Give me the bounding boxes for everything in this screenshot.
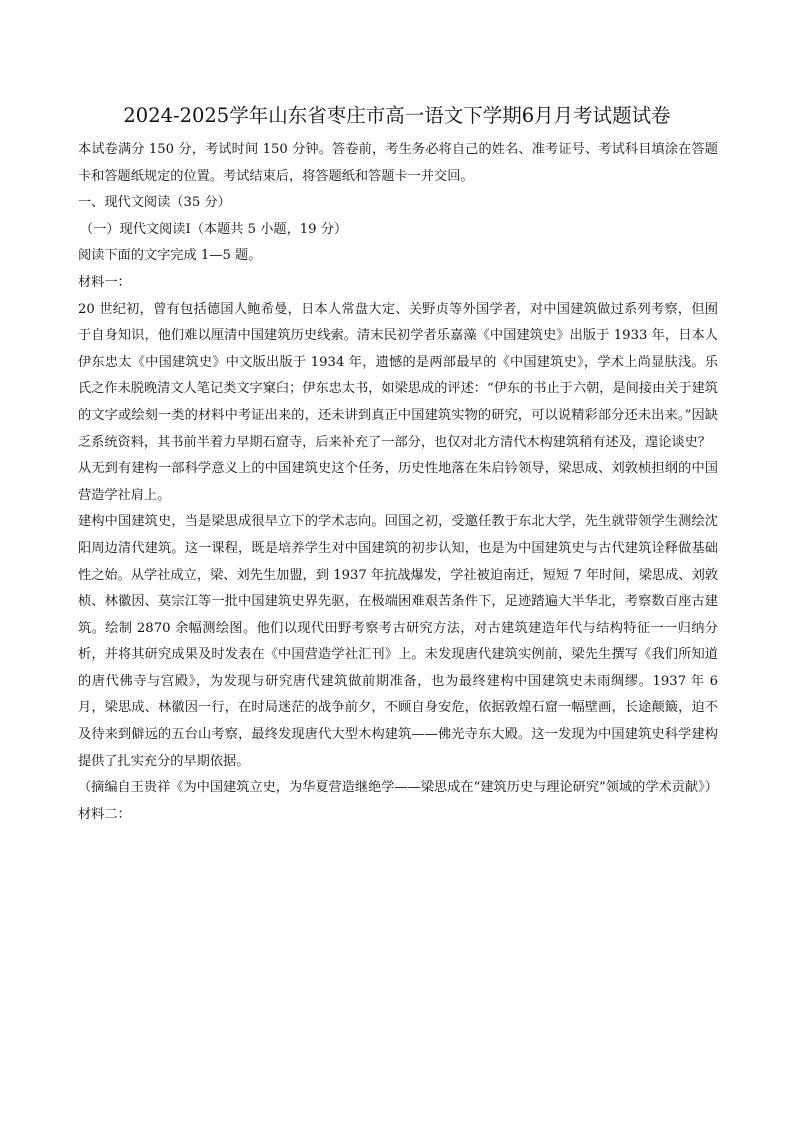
subsection-heading: （一）现代文阅读Ⅰ（本题共 5 小题，19 分） xyxy=(80,221,348,237)
paragraph: 建构中国建筑史，当是梁思成很早立下的学术志向。回国之初，受邀任教于东北大学，先生就带领学生测绘沈阳周边清代建筑。这一课程，既是培养学生对中国建筑的初步认知，也是为中国建筑史与古代建筑诠释做基础性之始。从学社成立，梁、刘先生加盟，到 1937 年抗战爆发，学社被迫南迁，短短 7 年时间，梁思成、刘敦桢、林徽因、莫宗江等一批中国建筑史界先驱，在极端困难艰苦条件下，足迹踏遍大半华北，考察数百座古建筑。绘制 2870 余幅测绘图。他们以现代田野考察考古研究方法，对古建筑建造年代与结构特征一一归纳分析，并将其研究成果及时发表在《中国营造学社汇刊》上。未发现唐代建筑实例前，梁先生撰写《我们所知道的唐代佛寺与宫殿》，为发现与研究唐代建筑做前期准备，也为最终建构中国建筑史未雨绸缪。1937 年 6 月，梁思成、林徽因一行，在时局迷茫的战争前夕，不顾自身安危，依据敦煌石窟一幅壁画，长途颠簸，迫不及待来到僻远的五台山考察，最终发现唐代大型木构建筑——佛光寺东大殿。这一发现为中国建筑史科学建构提供了扎实充分的早期依据。 xyxy=(78,514,718,769)
page-title: 2024-2025学年山东省枣庄市高一语文下学期6月月考试题试卷 xyxy=(123,104,671,127)
exam-instructions: 本试卷满分 150 分，考试时间 150 分钟。答卷前，考生务必将自己的姓名、准考证号、考试科目填涂在答题卡和答题纸规定的位置。考试结束后，将答题纸和答题卡一并交回。 xyxy=(78,142,718,184)
paragraph: 20 世纪初，曾有包括德国人鲍希曼，日本人常盘大定、关野贞等外国学者，对中国建筑做过系列考察，但囿于自身知识，他们难以厘清中国建筑历史线索。清末民初学者乐嘉藻《中国建筑史》出版于 1933 年，日本人伊东忠太《中国建筑史》中文版出版于 1934 年，遗憾的是两部最早的《中国建筑史》，学术上尚显肤浅。乐氏之作未脱晚清文人笔记类文字窠臼；伊东忠太书，如梁思成的评述：“伊东的书止于六朝，是间接由关于建筑的文字或绘刻一类的材料中考证出来的，还未讲到真正中国建筑实物的研究，可以说精彩部分还未出来。”因缺乏系统资料，其书前半着力早期石窟寺，后来补充了一部分，也仅对北方清代木构建筑稍有述及，遑论谈史？ xyxy=(78,301,718,450)
document-body xyxy=(78,137,718,828)
paragraph: 从无到有建构一部科学意义上的中国建筑史这个任务，历史性地落在朱启钤领导，梁思成、刘敦桢担纲的中国营造学社肩上。 xyxy=(78,461,718,503)
reading-prompt: 阅读下面的文字完成 1—5 题。 xyxy=(78,248,262,264)
material-label: 材料一： xyxy=(78,274,131,290)
material-label: 材料二： xyxy=(78,806,131,822)
section-heading: 一、现代文阅读（35 分） xyxy=(78,195,231,211)
source-citation: （摘编自王贵祥《为中国建筑立史，为华夏营造继绝学——梁思成在“建筑历史与理论研究”领域的学术贡献》） xyxy=(78,780,718,796)
